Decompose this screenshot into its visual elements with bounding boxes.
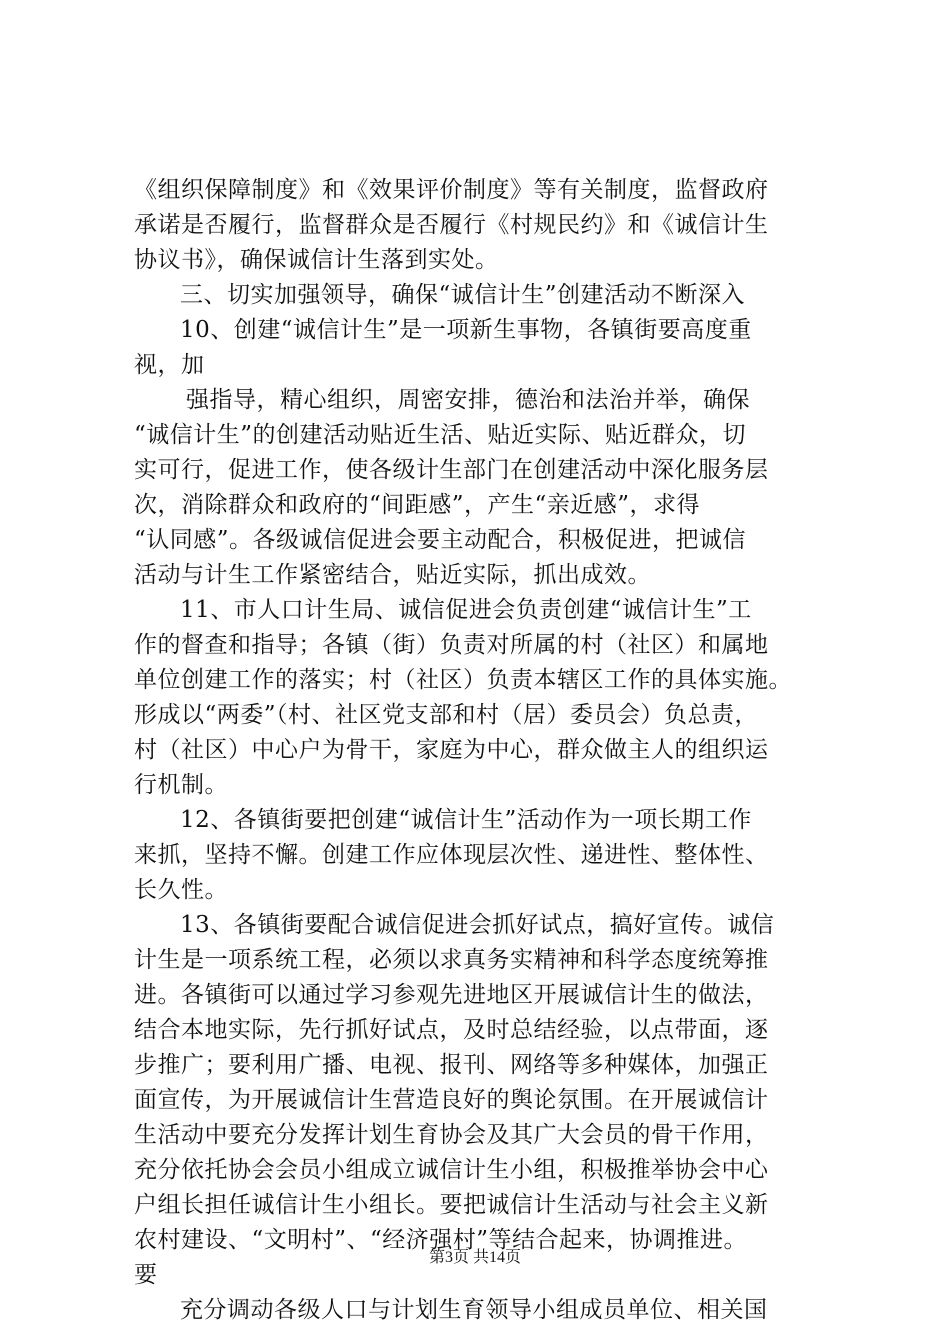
text-line: 计生是一项系统工程，必须以求真务实精神和科学态度统筹推 [134,947,769,973]
text-line: 次，消除群众和政府的“间距感”，产生“亲近感”，求得 [134,492,701,518]
text-line: 11、市人口计生局、诚信促进会负责创建“诚信计生”工 [180,597,752,623]
text-line: 协议书》，确保诚信计生落到实处。 [134,247,499,273]
text-line: 长久性。 [134,877,228,903]
text-line: 视，加 [134,352,205,378]
text-line: 结合本地实际，先行抓好试点，及时总结经验，以点带面，逐 [134,1017,769,1043]
text-line: 强指导，精心组织，周密安排，德治和法治并举，确保 [186,387,750,413]
text-line: 作的督查和指导；各镇（街）负责对所属的村（社区）和属地 [134,632,769,658]
text-line: 村（社区）中心户为骨干，家庭为中心，群众做主人的组织运 [134,737,769,763]
text-line: 充分依托协会会员小组成立诚信计生小组，积极推举协会中心 [134,1157,769,1183]
text-line: 形成以“两委”（村、社区党支部和村（居）委员会）负总责， [134,702,759,728]
text-line: 步推广；要利用广播、电视、报刊、网络等多种媒体，加强正 [134,1052,769,1078]
text-line: 单位创建工作的落实；村（社区）负责本辖区工作的具体实施。 [134,667,792,693]
text-line: 面宣传，为开展诚信计生营造良好的舆论氛围。在开展诚信计 [134,1087,769,1113]
text-line: 要 [134,1262,158,1288]
text-line: 进。各镇街可以通过学习参观先进地区开展诚信计生的做法， [134,982,769,1008]
text-line: 来抓，坚持不懈。创建工作应体现层次性、递进性、整体性、 [134,842,769,868]
text-line: 10、创建“诚信计生”是一项新生事物，各镇街要高度重 [180,317,752,343]
text-line: 户组长担任诚信计生小组长。要把诚信计生活动与社会主义新 [134,1192,769,1218]
document-body [134,173,836,1328]
text-line: 行机制。 [134,772,228,798]
text-line: 《组织保障制度》和《效果评价制度》等有关制度，监督政府 [134,177,769,203]
text-line: “认同感”。各级诚信促进会要主动配合，积极促进，把诚信 [134,527,747,553]
text-line: 农村建设、“文明村”、“经济强村”等结合起来，协调推进。 [134,1227,748,1253]
text-line: 生活动中要充分发挥计划生育协会及其广大会员的骨干作用， [134,1122,769,1148]
text-line: 13、各镇街要配合诚信促进会抓好试点，搞好宣传。诚信 [180,912,775,938]
text-line: 活动与计生工作紧密结合，贴近实际，抓出成效。 [134,562,651,588]
section-heading: 三、切实加强领导，确保“诚信计生”创建活动不断深入 [180,282,746,308]
text-line: 承诺是否履行，监督群众是否履行《村规民约》和《诚信计生 [134,212,769,238]
text-line: 充分调动各级人口与计划生育领导小组成员单位、相关国 [180,1297,768,1323]
text-line: “诚信计生”的创建活动贴近生活、贴近实际、贴近群众，切 [134,422,747,448]
page-footer: 第3页 共14页 [428,1249,521,1266]
text-line: 实可行，促进工作，使各级计生部门在创建活动中深化服务层 [134,457,769,483]
text-line: 12、各镇街要把创建“诚信计生”活动作为一项长期工作 [180,807,752,833]
